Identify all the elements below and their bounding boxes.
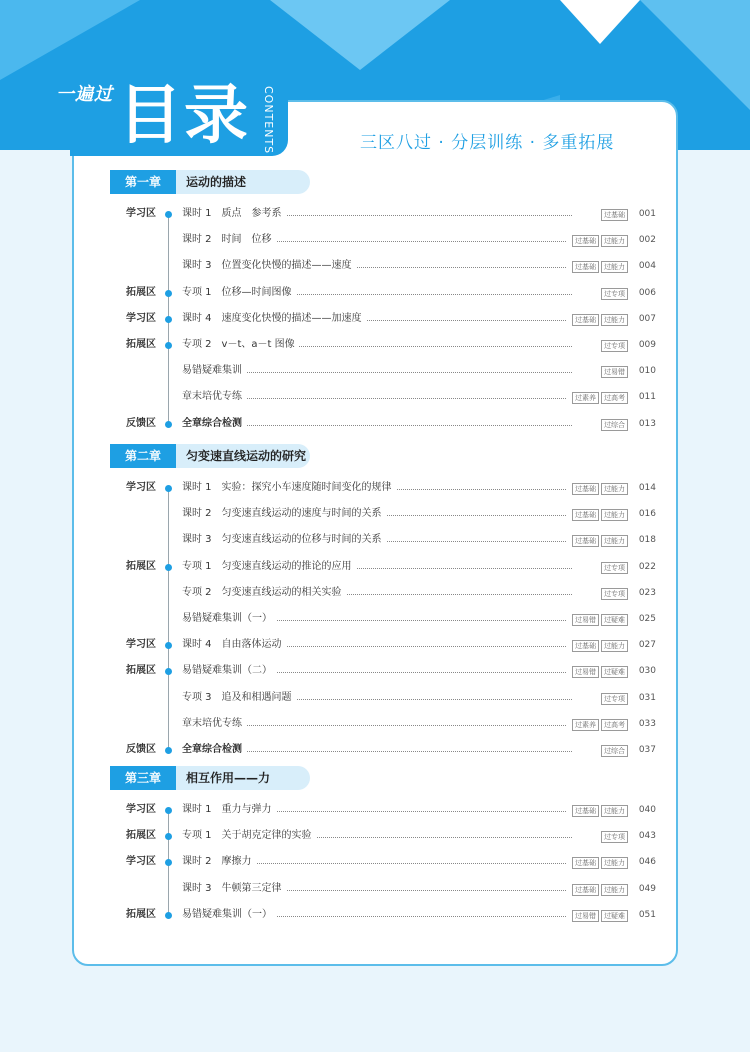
chapter-timeline xyxy=(168,488,169,750)
entry-title: 易错疑难集训 xyxy=(182,364,246,378)
entry-tags xyxy=(567,508,628,522)
page-number: 051 xyxy=(638,909,656,920)
entry-title: 课时 2 摩擦力 xyxy=(182,855,256,869)
practice-tag: 过基础 xyxy=(572,261,599,273)
timeline-dot xyxy=(165,747,172,754)
practice-tag: 过能力 xyxy=(601,483,628,495)
entry-title: 课时 3 牛顿第三定律 xyxy=(182,882,286,896)
timeline-dot xyxy=(165,807,172,814)
entry-tags xyxy=(567,613,628,627)
page-title-en: CONTENTS xyxy=(262,86,275,155)
entry-tags xyxy=(596,339,628,353)
entry-tags xyxy=(567,883,628,897)
entry-title: 课时 2 时间 位移 xyxy=(182,233,276,247)
toc-entry[interactable] xyxy=(182,233,656,247)
entry-tags xyxy=(596,287,628,301)
entry-tags xyxy=(567,482,628,496)
entry-tags xyxy=(596,561,628,575)
page-number: 027 xyxy=(638,640,656,651)
toc-entry[interactable] xyxy=(182,417,656,431)
zone-label: 拓展区 xyxy=(126,665,156,677)
entry-tags xyxy=(567,909,628,923)
timeline-dot xyxy=(165,342,172,349)
timeline-dot xyxy=(165,912,172,919)
entry-tags xyxy=(596,208,628,222)
chapter-header xyxy=(110,444,330,468)
entry-title: 章末培优专练 xyxy=(182,390,246,404)
page-number: 010 xyxy=(638,366,656,377)
decor-triangle xyxy=(560,0,640,44)
practice-tag: 过基础 xyxy=(572,805,599,817)
toc-entry[interactable] xyxy=(182,286,656,300)
chapter-title: 匀变速直线运动的研究 xyxy=(186,449,307,463)
practice-tag: 过易错 xyxy=(572,614,599,626)
page-title: 目录 xyxy=(118,79,250,153)
page-number: 043 xyxy=(638,831,656,842)
page-number: 013 xyxy=(638,418,656,429)
practice-tag: 过疑难 xyxy=(601,666,628,678)
entry-title: 专项 1 匀变速直线运动的推论的应用 xyxy=(182,560,356,574)
chapter-title: 相互作用——力 xyxy=(186,771,271,785)
decor-triangle xyxy=(640,0,750,110)
practice-tag: 过易错 xyxy=(572,666,599,678)
zone-label: 学习区 xyxy=(126,804,156,815)
practice-tag: 过专项 xyxy=(601,588,628,600)
practice-tag: 过综合 xyxy=(601,745,628,757)
zone-label: 拓展区 xyxy=(126,908,156,920)
practice-tag: 过专项 xyxy=(601,340,628,352)
entry-title: 全章综合检测 xyxy=(182,417,246,431)
page-number: 004 xyxy=(638,261,656,272)
practice-tag: 过易错 xyxy=(572,910,599,922)
entry-tags xyxy=(596,830,628,844)
page-number: 002 xyxy=(638,235,656,246)
practice-tag: 过疑难 xyxy=(601,910,628,922)
practice-tag: 过能力 xyxy=(601,509,628,521)
chapter-header xyxy=(110,170,330,194)
timeline-dot xyxy=(165,211,172,218)
page-number: 040 xyxy=(638,805,656,815)
timeline-dot xyxy=(165,485,172,492)
entry-title: 课时 2 匀变速直线运动的速度与时间的关系 xyxy=(182,507,386,521)
practice-tag: 过能力 xyxy=(601,857,628,869)
entry-tags xyxy=(596,365,628,379)
entry-tags xyxy=(567,856,628,870)
entry-title: 专项 2 v－t、a－t 图像 xyxy=(182,338,299,352)
zone-label: 反馈区 xyxy=(126,417,156,429)
timeline-dot xyxy=(165,290,172,297)
toc-entry[interactable] xyxy=(182,612,656,626)
page-number: 023 xyxy=(638,587,656,598)
page-number: 009 xyxy=(638,340,656,350)
practice-tag: 过专项 xyxy=(601,288,628,300)
timeline-dot xyxy=(165,316,172,323)
entry-tags xyxy=(567,391,628,405)
practice-tag: 过能力 xyxy=(601,261,628,273)
toc-entry[interactable] xyxy=(182,364,656,378)
practice-tag: 过能力 xyxy=(601,314,628,326)
entry-title: 章末培优专练 xyxy=(182,717,246,731)
zone-label: 拓展区 xyxy=(126,560,156,572)
practice-tag: 过基础 xyxy=(572,235,599,247)
practice-tag: 过素养 xyxy=(572,719,599,731)
entry-title: 专项 2 匀变速直线运动的相关实验 xyxy=(182,586,346,600)
page-number: 022 xyxy=(638,561,656,572)
zone-label: 拓展区 xyxy=(126,339,156,350)
entry-tags xyxy=(567,718,628,732)
page-number: 001 xyxy=(638,209,656,219)
zone-label: 学习区 xyxy=(126,482,156,493)
entry-title: 课时 3 位置变化快慢的描述——速度 xyxy=(182,259,356,273)
entry-tags xyxy=(567,313,628,327)
practice-tag: 过高考 xyxy=(601,392,628,404)
page-number: 030 xyxy=(638,666,656,677)
toc-entry[interactable] xyxy=(182,717,656,731)
practice-tag: 过易错 xyxy=(601,366,628,378)
practice-tag: 过基础 xyxy=(572,535,599,547)
toc-entry[interactable] xyxy=(182,664,656,678)
toc-entry[interactable] xyxy=(182,586,656,600)
entry-title: 课时 4 速度变化快慢的描述——加速度 xyxy=(182,312,366,326)
toc-entry[interactable] xyxy=(182,691,656,705)
entry-title: 易错疑难集训（一） xyxy=(182,908,276,922)
toc-entry[interactable] xyxy=(182,312,656,326)
entry-title: 专项 1 关于胡克定律的实验 xyxy=(182,829,316,843)
slogan: 三区八过 · 分层训练 · 多重拓展 xyxy=(360,133,615,153)
practice-tag: 过专项 xyxy=(601,831,628,843)
entry-tags xyxy=(596,692,628,706)
practice-tag: 过基础 xyxy=(572,314,599,326)
entry-title: 课时 1 质点 参考系 xyxy=(182,207,286,221)
entry-title: 课时 1 实验：探究小车速度随时间变化的规律 xyxy=(182,481,396,495)
practice-tag: 过基础 xyxy=(572,509,599,521)
practice-tag: 过能力 xyxy=(601,235,628,247)
toc-entry[interactable] xyxy=(182,533,656,547)
practice-tag: 过能力 xyxy=(601,805,628,817)
decor-triangle xyxy=(270,0,450,70)
toc-entry[interactable] xyxy=(182,207,656,221)
page-number: 033 xyxy=(638,718,656,729)
toc-entry[interactable] xyxy=(182,908,656,922)
entry-tags xyxy=(567,234,628,248)
chapter-header xyxy=(110,766,330,790)
entry-title: 课时 1 重力与弹力 xyxy=(182,803,276,817)
entry-title: 专项 1 位移—时间图像 xyxy=(182,286,296,300)
zone-label: 学习区 xyxy=(126,639,156,651)
page-number: 007 xyxy=(638,313,656,324)
zone-label: 拓展区 xyxy=(126,286,156,298)
entry-title: 专项 3 追及和相遇问题 xyxy=(182,691,296,705)
toc-entry[interactable] xyxy=(182,638,656,652)
practice-tag: 过综合 xyxy=(601,419,628,431)
practice-tag: 过专项 xyxy=(601,693,628,705)
practice-tag: 过基础 xyxy=(572,640,599,652)
entry-title: 易错疑难集训（二） xyxy=(182,664,276,678)
toc-entry[interactable] xyxy=(182,259,656,273)
entry-tags xyxy=(596,587,628,601)
page-number: 049 xyxy=(638,883,656,894)
practice-tag: 过能力 xyxy=(601,535,628,547)
page-number: 037 xyxy=(638,745,656,755)
entry-title: 课时 4 自由落体运动 xyxy=(182,638,286,652)
practice-tag: 过素养 xyxy=(572,392,599,404)
entry-tags xyxy=(567,639,628,653)
chapter-number: 第二章 xyxy=(110,444,176,468)
timeline-dot xyxy=(165,421,172,428)
zone-label: 学习区 xyxy=(126,208,156,219)
entry-tags xyxy=(567,534,628,548)
practice-tag: 过疑难 xyxy=(601,614,628,626)
brand-logo: 一遍过 xyxy=(56,84,113,105)
decor-triangle xyxy=(0,0,140,80)
toc-entry[interactable] xyxy=(182,829,656,843)
page-number: 031 xyxy=(638,692,656,703)
practice-tag: 过能力 xyxy=(601,884,628,896)
entry-title: 全章综合检测 xyxy=(182,743,246,757)
toc-entry[interactable] xyxy=(182,507,656,521)
toc-entry[interactable] xyxy=(182,560,656,574)
entry-title: 课时 3 匀变速直线运动的位移与时间的关系 xyxy=(182,533,386,547)
entry-tags xyxy=(567,804,628,818)
toc-entry[interactable] xyxy=(182,882,656,896)
toc-entry[interactable] xyxy=(182,338,656,352)
zone-label: 反馈区 xyxy=(126,744,156,755)
toc-entry[interactable] xyxy=(182,855,656,869)
page-number: 014 xyxy=(638,483,656,493)
toc-entry[interactable] xyxy=(182,743,656,757)
practice-tag: 过基础 xyxy=(572,857,599,869)
entry-tags xyxy=(596,418,628,432)
practice-tag: 过基础 xyxy=(572,884,599,896)
practice-tag: 过专项 xyxy=(601,562,628,574)
page-number: 016 xyxy=(638,509,656,520)
zone-label: 学习区 xyxy=(126,312,156,324)
page-number: 046 xyxy=(638,857,656,868)
toc-entry[interactable] xyxy=(182,803,656,817)
page-number: 018 xyxy=(638,535,656,546)
entry-title: 易错疑难集训（一） xyxy=(182,612,276,626)
zone-label: 学习区 xyxy=(126,856,156,868)
chapter-number: 第一章 xyxy=(110,170,176,194)
practice-tag: 过基础 xyxy=(601,209,628,221)
entry-tags xyxy=(567,260,628,274)
practice-tag: 过基础 xyxy=(572,483,599,495)
entry-tags xyxy=(567,665,628,679)
entry-tags xyxy=(596,744,628,758)
chapter-title: 运动的描述 xyxy=(186,175,247,189)
page-number: 006 xyxy=(638,287,656,298)
practice-tag: 过高考 xyxy=(601,719,628,731)
timeline-dot xyxy=(165,564,172,571)
toc-entry[interactable] xyxy=(182,390,656,404)
page-number: 011 xyxy=(638,392,656,403)
page-number: 025 xyxy=(638,614,656,624)
practice-tag: 过能力 xyxy=(601,640,628,652)
zone-label: 拓展区 xyxy=(126,830,156,842)
toc-entry[interactable] xyxy=(182,481,656,495)
chapter-number: 第三章 xyxy=(110,766,176,790)
